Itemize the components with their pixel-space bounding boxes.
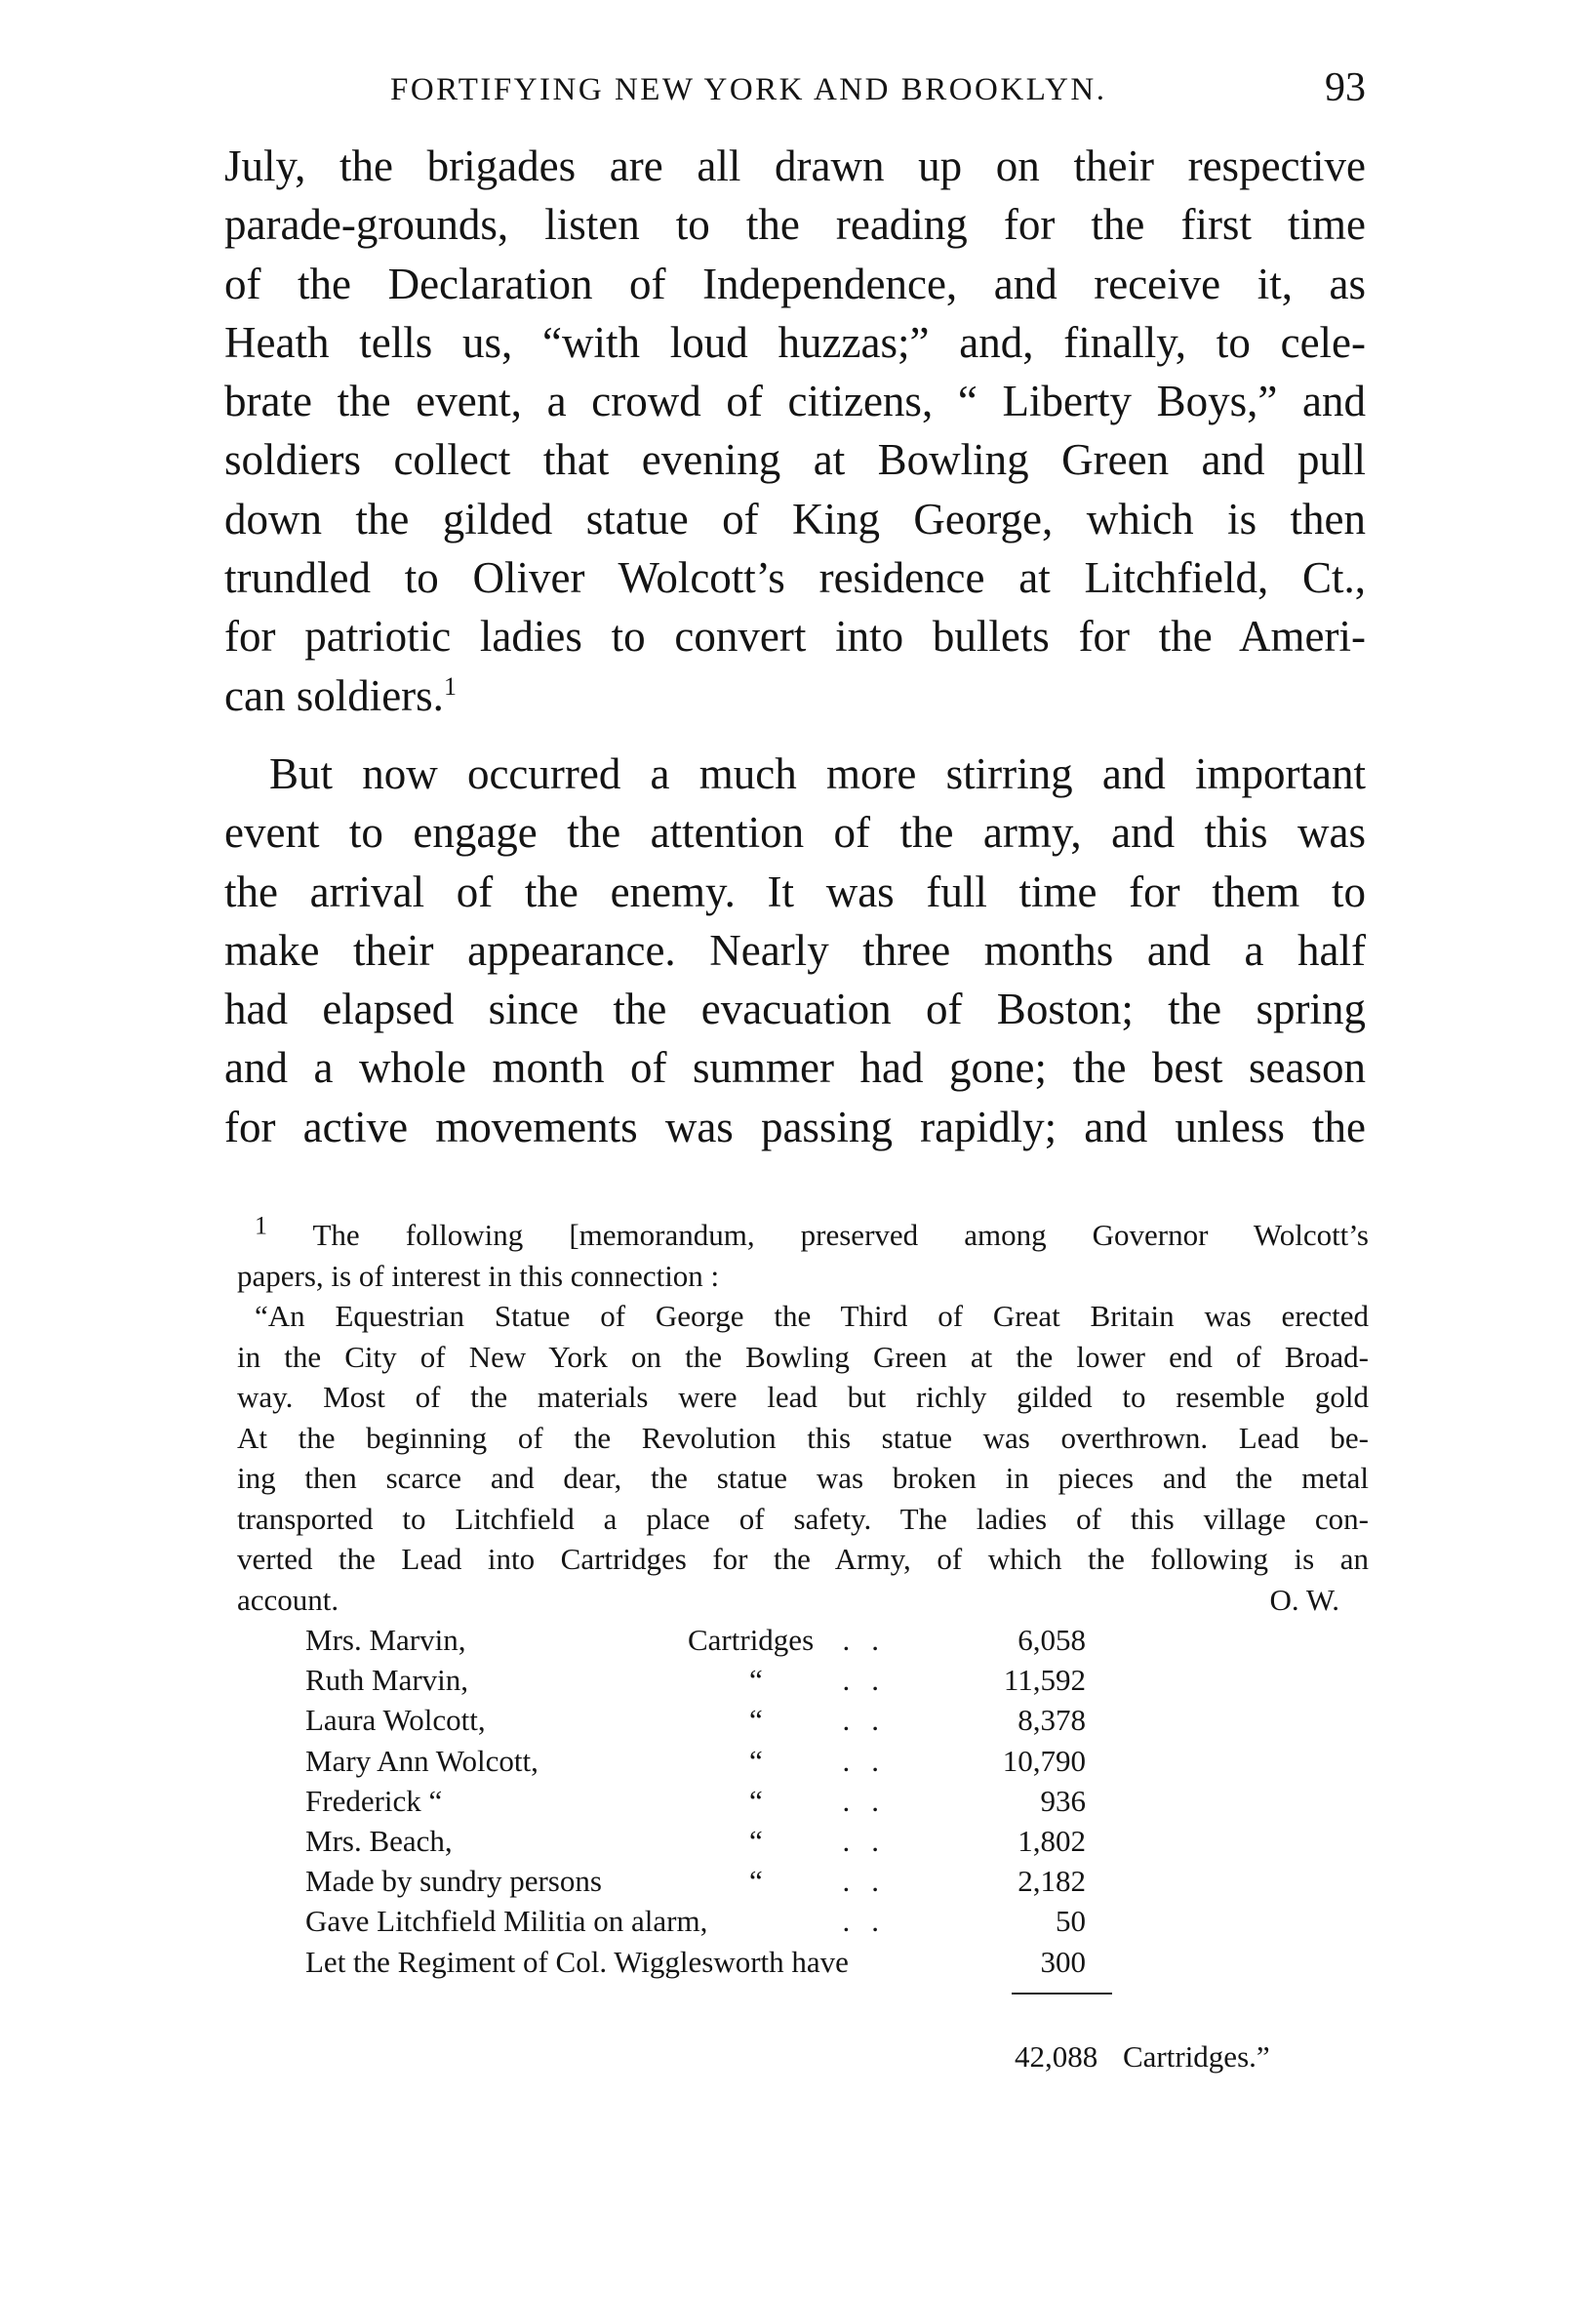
text-line: But now occurred a much more stirring and important: [269, 748, 1366, 798]
leader-dots: ..: [842, 1783, 900, 1818]
text-line: the arrival of the enemy. It was full time for them to: [224, 866, 1366, 916]
footnote-marker: 1: [255, 1211, 267, 1240]
paragraph-gap: [224, 725, 1366, 745]
footnote: [237, 1211, 1369, 1620]
footnote-line: ing then scarce and dear, the statue was broken in pieces and the metal: [237, 1461, 1369, 1495]
footnote-line: papers, is of interest in this connection :: [237, 1258, 720, 1293]
text-line: soldiers collect that evening at Bowling Green and pull: [224, 435, 1366, 485]
text-line: for patriotic ladies to convert into bullets for the Ameri-: [224, 612, 1366, 662]
contributor-name: Mary Ann Wolcott,: [305, 1743, 539, 1778]
text-line: brate the event, a crowd of citizens, “ Liberty Boys,” and: [224, 377, 1366, 426]
ditto-mark: “: [749, 1703, 763, 1738]
text-line: for active movements was passing rapidly; and unless the: [224, 1102, 1366, 1151]
paragraph-2: [224, 745, 1366, 1156]
total-count: 42,088: [1015, 2039, 1098, 2074]
text-line: down the gilded statue of King George, which is then: [224, 494, 1366, 544]
text-line: trundled to Oliver Wolcott’s residence at Litchfield, Ct.,: [224, 553, 1366, 603]
cartridge-count: 50: [1056, 1904, 1086, 1939]
contributor-name: Gave Litchfield Militia on alarm,: [305, 1904, 708, 1939]
text-line: Heath tells us, “with loud huzzas;” and, finally, to cele-: [224, 317, 1366, 367]
leader-dots: ..: [842, 1623, 900, 1657]
table-row: [305, 1620, 1183, 1660]
sum-rule: [1012, 1993, 1112, 1995]
table-row: [305, 1700, 1183, 1740]
contributor-name: Let the Regiment of Col. Wigglesworth have: [305, 1944, 849, 1979]
ditto-mark: “: [749, 1823, 763, 1858]
text-line: had elapsed since the evacuation of Boston; the spring: [224, 985, 1366, 1034]
footnote-line: transported to Litchfield a place of safety. The ladies of this village con-: [237, 1501, 1369, 1536]
table-row: [305, 1821, 1183, 1861]
body-text: [224, 137, 1366, 1156]
table-row: [305, 1741, 1183, 1781]
contributor-name: Frederick “: [305, 1783, 443, 1818]
footnote-line: “An Equestrian Statue of George the Third of Great Britain was erected: [255, 1299, 1369, 1333]
leader-dots: ..: [842, 1904, 900, 1939]
total-label: Cartridges.”: [1123, 2039, 1270, 2074]
table-row: [305, 1660, 1183, 1700]
footnote-line: At the beginning of the Revolution this statue was overthrown. Lead be-: [237, 1420, 1369, 1455]
table-row: [305, 1942, 1183, 1982]
contributor-name: Ruth Marvin,: [305, 1663, 469, 1698]
footnote-line: way. Most of the materials were lead but richly gilded to resemble gold: [237, 1380, 1369, 1414]
text-line: [224, 666, 1366, 725]
text-line: July, the brigades are all drawn up on their respective: [224, 141, 1366, 190]
running-title: FORTIFYING NEW YORK AND BROOKLYN.: [390, 72, 1107, 107]
leader-dots: ..: [842, 1663, 900, 1698]
ditto-mark: “: [749, 1783, 763, 1818]
contributor-name: Mrs. Marvin,: [305, 1623, 466, 1657]
cartridge-count: 2,182: [1017, 1864, 1086, 1899]
text-fragment: The following [memorandum, preserved among Governor Wolcott’s: [312, 1218, 1369, 1252]
contributor-name: Mrs. Beach,: [305, 1823, 453, 1858]
cartridge-table: [305, 1620, 1183, 1982]
paragraph-1: [224, 137, 1366, 725]
text-line: and a whole month of summer had gone; the best season: [224, 1043, 1366, 1093]
ditto-mark: “: [749, 1864, 763, 1899]
cartridge-count: 936: [1040, 1783, 1086, 1818]
text-fragment: account.: [237, 1582, 339, 1617]
cartridge-count: 1,802: [1017, 1823, 1086, 1858]
cartridge-count: 300: [1040, 1944, 1086, 1979]
footnote-line: [237, 1211, 1369, 1256]
table-row: [305, 1861, 1183, 1901]
footnote-line: [237, 1580, 1369, 1621]
cartridge-count: 10,790: [1002, 1743, 1086, 1778]
leader-dots: ..: [842, 1823, 900, 1858]
table-row: [305, 1901, 1183, 1941]
footnote-line: in the City of New York on the Bowling Green at the lower end of Broad-: [237, 1339, 1369, 1374]
contributor-name: Laura Wolcott,: [305, 1703, 486, 1738]
text-line: parade-grounds, listen to the reading for the first time: [224, 200, 1366, 250]
ditto-mark: “: [749, 1663, 763, 1698]
cartridge-count: 11,592: [1003, 1663, 1086, 1698]
page-number: 93: [1325, 65, 1366, 110]
signature-initials: O. W.: [1269, 1582, 1339, 1617]
leader-dots: ..: [842, 1703, 900, 1738]
text-line: event to engage the attention of the army, and this was: [224, 808, 1366, 858]
footnote-line: verted the Lead into Cartridges for the Army, of which the following is an: [237, 1542, 1369, 1576]
table-row: [305, 1781, 1183, 1821]
text-line: make their appearance. Nearly three months and a half: [224, 925, 1366, 975]
total-row: [1015, 2039, 1270, 2075]
cartridge-count: 6,058: [1017, 1623, 1086, 1657]
cartridge-count: 8,378: [1017, 1703, 1086, 1738]
contributor-name: Made by sundry persons: [305, 1864, 602, 1899]
leader-dots: ..: [842, 1743, 900, 1778]
text-fragment: can soldiers.: [224, 670, 444, 720]
page-header: [224, 64, 1366, 133]
leader-dots: ..: [842, 1864, 900, 1899]
ditto-mark: “: [749, 1743, 763, 1778]
item-label: Cartridges: [688, 1623, 815, 1657]
footnote-reference[interactable]: 1: [443, 671, 457, 701]
text-line: of the Declaration of Independence, and receive it, as: [224, 259, 1366, 308]
